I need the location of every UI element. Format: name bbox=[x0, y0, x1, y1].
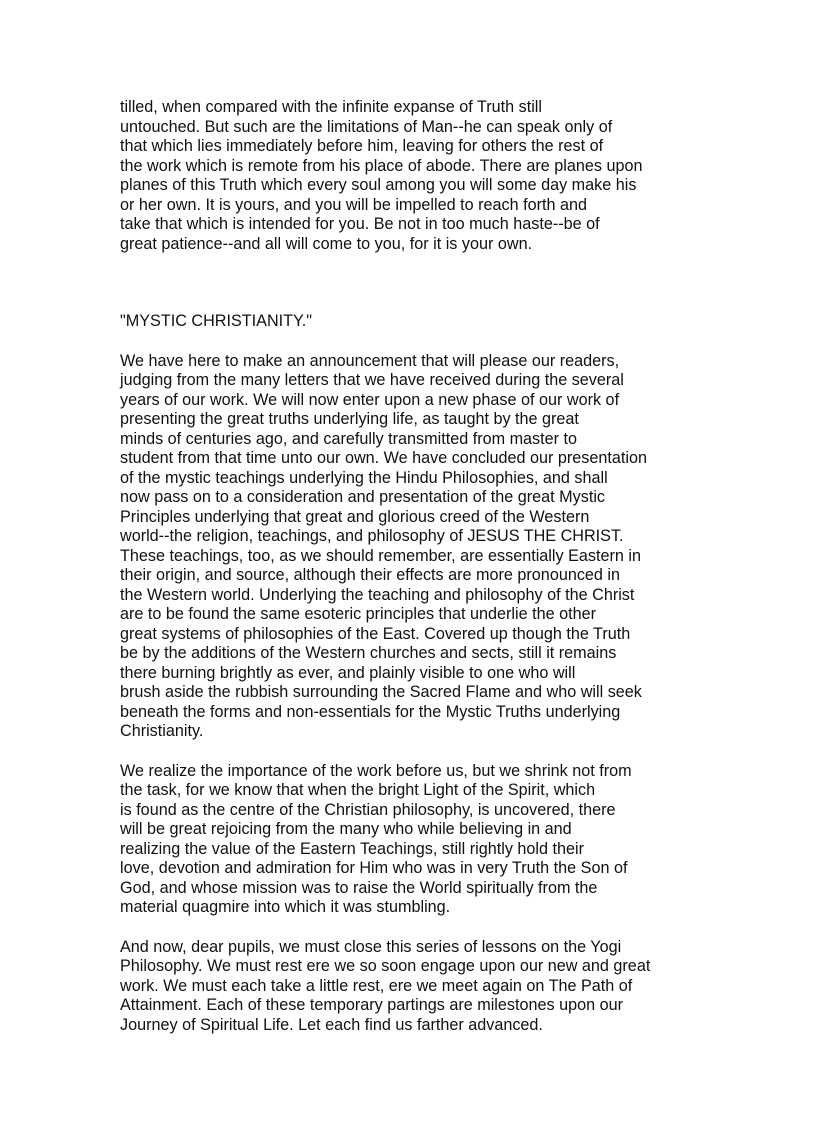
text-line: the task, for we know that when the bright Light of the Spirit, which bbox=[120, 781, 596, 799]
text-line: be by the additions of the Western churches and sects, still it remains bbox=[120, 644, 617, 662]
text-line: is found as the centre of the Christian philosophy, is uncovered, there bbox=[120, 800, 616, 819]
text-line: will be great rejoicing from the many who while believing in and bbox=[120, 820, 572, 838]
paragraph-truth-planes bbox=[120, 98, 680, 254]
text-line: presenting the great truths underlying life, as taught by the great bbox=[120, 410, 579, 428]
text-line: Attainment. Each of these temporary partings are milestones upon our bbox=[120, 996, 623, 1014]
text-line: the work which is remote from his place of abode. There are planes upon bbox=[120, 156, 643, 175]
text-line: planes of this Truth which every soul among you will some day make his bbox=[120, 176, 637, 194]
text-line: student from that time unto our own. We have concluded our presentation bbox=[120, 449, 648, 467]
text-line: Journey of Spiritual Life. Let each find us farther advanced. bbox=[120, 1015, 543, 1034]
paragraph-announcement bbox=[120, 352, 680, 742]
paragraph-closing bbox=[120, 938, 680, 1036]
text-line: years of our work. We will now enter upon a new phase of our work of bbox=[120, 390, 620, 409]
text-line: there burning brightly as ever, and plainly visible to one who will bbox=[120, 663, 576, 682]
text-line: the Western world. Underlying the teaching and philosophy of the Christ bbox=[120, 585, 635, 604]
text-line: great systems of philosophies of the East. Covered up though the Truth bbox=[120, 624, 631, 643]
text-line: great patience--and all will come to you, for it is your own. bbox=[120, 234, 533, 253]
paragraph-spacer bbox=[120, 332, 680, 352]
paragraph-importance bbox=[120, 762, 680, 918]
document-page bbox=[120, 98, 680, 1035]
text-line: love, devotion and admiration for Him who was in very Truth the Son of bbox=[120, 859, 628, 877]
text-line: untouched. But such are the limitations of Man--he can speak only of bbox=[120, 117, 613, 136]
section-heading bbox=[120, 312, 680, 332]
paragraph-spacer bbox=[120, 918, 680, 938]
text-line: are to be found the same esoteric principles that underlie the other bbox=[120, 605, 597, 623]
text-line: judging from the many letters that we have received during the several bbox=[120, 371, 624, 389]
text-line: God, and whose mission was to raise the World spiritually from the bbox=[120, 878, 598, 897]
text-line: Philosophy. We must rest ere we so soon engage upon our new and great bbox=[120, 957, 651, 975]
text-line: Christianity. bbox=[120, 722, 204, 740]
heading-text: "MYSTIC CHRISTIANITY." bbox=[120, 312, 312, 330]
text-line: take that which is intended for you. Be not in too much haste--be of bbox=[120, 215, 600, 233]
text-line: of the mystic teachings underlying the Hindu Philosophies, and shall bbox=[120, 468, 608, 487]
paragraph-spacer bbox=[120, 742, 680, 762]
text-line: We have here to make an announcement that will please our readers, bbox=[120, 351, 620, 370]
section-spacer bbox=[120, 254, 680, 312]
text-line: tilled, when compared with the infinite expanse of Truth still bbox=[120, 98, 542, 116]
text-line: their origin, and source, although their effects are more pronounced in bbox=[120, 566, 621, 584]
text-line: that which lies immediately before him, leaving for others the rest of bbox=[120, 137, 604, 155]
text-line: minds of centuries ago, and carefully transmitted from master to bbox=[120, 429, 578, 448]
text-line: beneath the forms and non-essentials for the Mystic Truths underlying bbox=[120, 702, 621, 721]
text-line: world--the religion, teachings, and philosophy of JESUS THE CHRIST. bbox=[120, 527, 624, 545]
text-line: work. We must each take a little rest, ere we meet again on The Path of bbox=[120, 976, 633, 995]
text-line: These teachings, too, as we should remember, are essentially Eastern in bbox=[120, 546, 641, 565]
text-line: And now, dear pupils, we must close this series of lessons on the Yogi bbox=[120, 937, 622, 956]
text-line: material quagmire into which it was stumbling. bbox=[120, 898, 451, 916]
text-line: Principles underlying that great and glorious creed of the Western bbox=[120, 507, 590, 526]
text-line: brush aside the rubbish surrounding the Sacred Flame and who will seek bbox=[120, 683, 642, 701]
text-line: realizing the value of the Eastern Teachings, still rightly hold their bbox=[120, 839, 584, 858]
text-line: now pass on to a consideration and presentation of the great Mystic bbox=[120, 488, 606, 506]
text-line: or her own. It is yours, and you will be impelled to reach forth and bbox=[120, 195, 587, 214]
text-line: We realize the importance of the work before us, but we shrink not from bbox=[120, 761, 632, 780]
